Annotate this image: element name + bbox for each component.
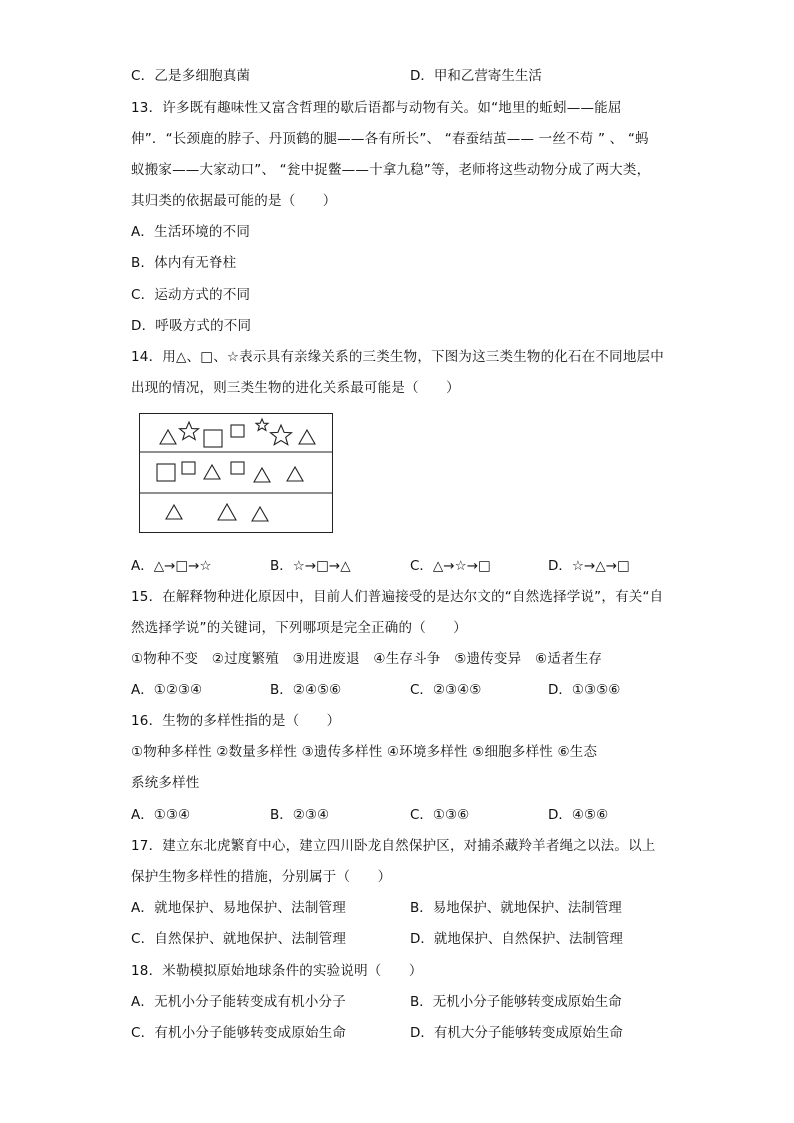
q17-option-c: C．自然保护、就地保护、法制管理 — [131, 931, 347, 947]
q12-option-d: D．甲和乙营寄生生活 — [410, 68, 542, 84]
q15-option-a: A．①②③④ — [131, 682, 203, 698]
q14-option-c: C．△→☆→□ — [410, 558, 491, 574]
triangle-icon — [252, 507, 268, 521]
square-icon — [157, 464, 175, 481]
q13-option-b: B．体内有无脊柱 — [131, 255, 237, 271]
q17-stem-line-1: 17．建立东北虎繁育中心，建立四川卧龙自然保护区，对捕杀藏羚羊者绳之以法。以上 — [131, 838, 656, 854]
q14-stem-line-1: 14．用△、□、☆表示具有亲缘关系的三类生物，下图为这三类生物的化石在不同地层中 — [131, 349, 664, 365]
square-icon — [231, 462, 244, 474]
q16-stem: 16．生物的多样性指的是（ ） — [131, 713, 341, 729]
q12-option-c: C．乙是多细胞真菌 — [131, 68, 251, 84]
q17-option-b: B．易地保护、就地保护、法制管理 — [410, 900, 622, 916]
q16-option-c: C．①③⑥ — [410, 807, 470, 823]
q16-choices-line-2: 系统多样性 — [131, 775, 200, 791]
q17-stem-line-2: 保护生物多样性的措施，分别属于（ ） — [131, 869, 392, 885]
triangle-icon — [160, 430, 176, 444]
square-icon — [231, 425, 244, 437]
q14-option-b: B．☆→□→△ — [270, 558, 351, 574]
triangle-icon — [218, 504, 236, 520]
triangle-icon — [166, 505, 182, 519]
q15-option-b: B．②④⑤⑥ — [270, 682, 342, 698]
fossil-strata-diagram — [140, 414, 332, 532]
q15-option-d: D．①③⑤⑥ — [548, 682, 621, 698]
q15-option-c: C．②③④⑤ — [410, 682, 482, 698]
q18-option-c: C．有机小分子能够转变成原始生命 — [131, 1025, 347, 1041]
q13-stem-line-2: 伸”．“长颈鹿的脖子、丹顶鹤的腿——各有所长”、 “春蚕结茧—— 一丝不苟 ” 、 “蚂 — [131, 131, 649, 147]
q14-option-d: D．☆→△→□ — [548, 558, 630, 574]
q16-option-a: A．①③④ — [131, 807, 191, 823]
q16-option-b: B．②③④ — [270, 807, 330, 823]
q13-stem-line-1: 13．许多既有趣味性又富含哲理的歇后语都与动物有关。如“地里的蚯蚓——能屈 — [131, 100, 622, 116]
q17-option-d: D．就地保护、自然保护、法制管理 — [410, 931, 623, 947]
q16-choices-line-1: ①物种多样性 ②数量多样性 ③遗传多样性 ④环境多样性 ⑤细胞多样性 ⑥生态 — [131, 744, 598, 760]
triangle-icon — [287, 467, 303, 481]
star-icon — [271, 425, 292, 445]
q17-option-a: A．就地保护、易地保护、法制管理 — [131, 900, 346, 916]
q18-option-b: B．无机小分子能够转变成原始生命 — [410, 994, 622, 1010]
q13-option-d: D．呼吸方式的不同 — [131, 318, 252, 334]
star-icon — [256, 419, 268, 430]
q16-option-d: D．④⑤⑥ — [548, 807, 609, 823]
square-icon — [182, 462, 195, 474]
q15-keywords: ①物种不变 ②过度繁殖 ③用进废退 ④生存斗争 ⑤遗传变异 ⑥适者生存 — [131, 651, 603, 667]
q14-stem-line-2: 出现的情况，则三类生物的进化关系最可能是（ ） — [131, 380, 460, 396]
q13-option-a: A．生活环境的不同 — [131, 224, 251, 240]
q13-stem-line-4: 其归类的依据最可能的是（ ） — [131, 193, 337, 209]
triangle-icon — [204, 465, 220, 479]
star-icon — [180, 422, 199, 440]
q14-option-a: A．△→□→☆ — [131, 558, 212, 574]
triangle-icon — [254, 468, 270, 482]
q15-stem-line-1: 15．在解释物种进化原因中，目前人们普遍接受的是达尔文的“自然选择学说”，有关“自 — [131, 589, 664, 605]
q18-stem: 18．米勒模拟原始地球条件的实验说明（ ） — [131, 963, 423, 979]
q15-stem-line-2: 然选择学说”的关键词，下列哪项是完全正确的（ ） — [131, 620, 467, 636]
fossil-strata-figure — [139, 413, 333, 533]
q18-option-a: A．无机小分子能转变成有机小分子 — [131, 994, 346, 1010]
q13-option-c: C．运动方式的不同 — [131, 287, 251, 303]
q18-option-d: D．有机大分子能够转变成原始生命 — [410, 1025, 623, 1041]
square-icon — [204, 430, 222, 447]
q13-stem-line-3: 蚁搬家——大家动口”、 “瓮中捉鳖——十拿九稳”等，老师将这些动物分成了两大类， — [131, 162, 651, 178]
triangle-icon — [299, 430, 315, 444]
